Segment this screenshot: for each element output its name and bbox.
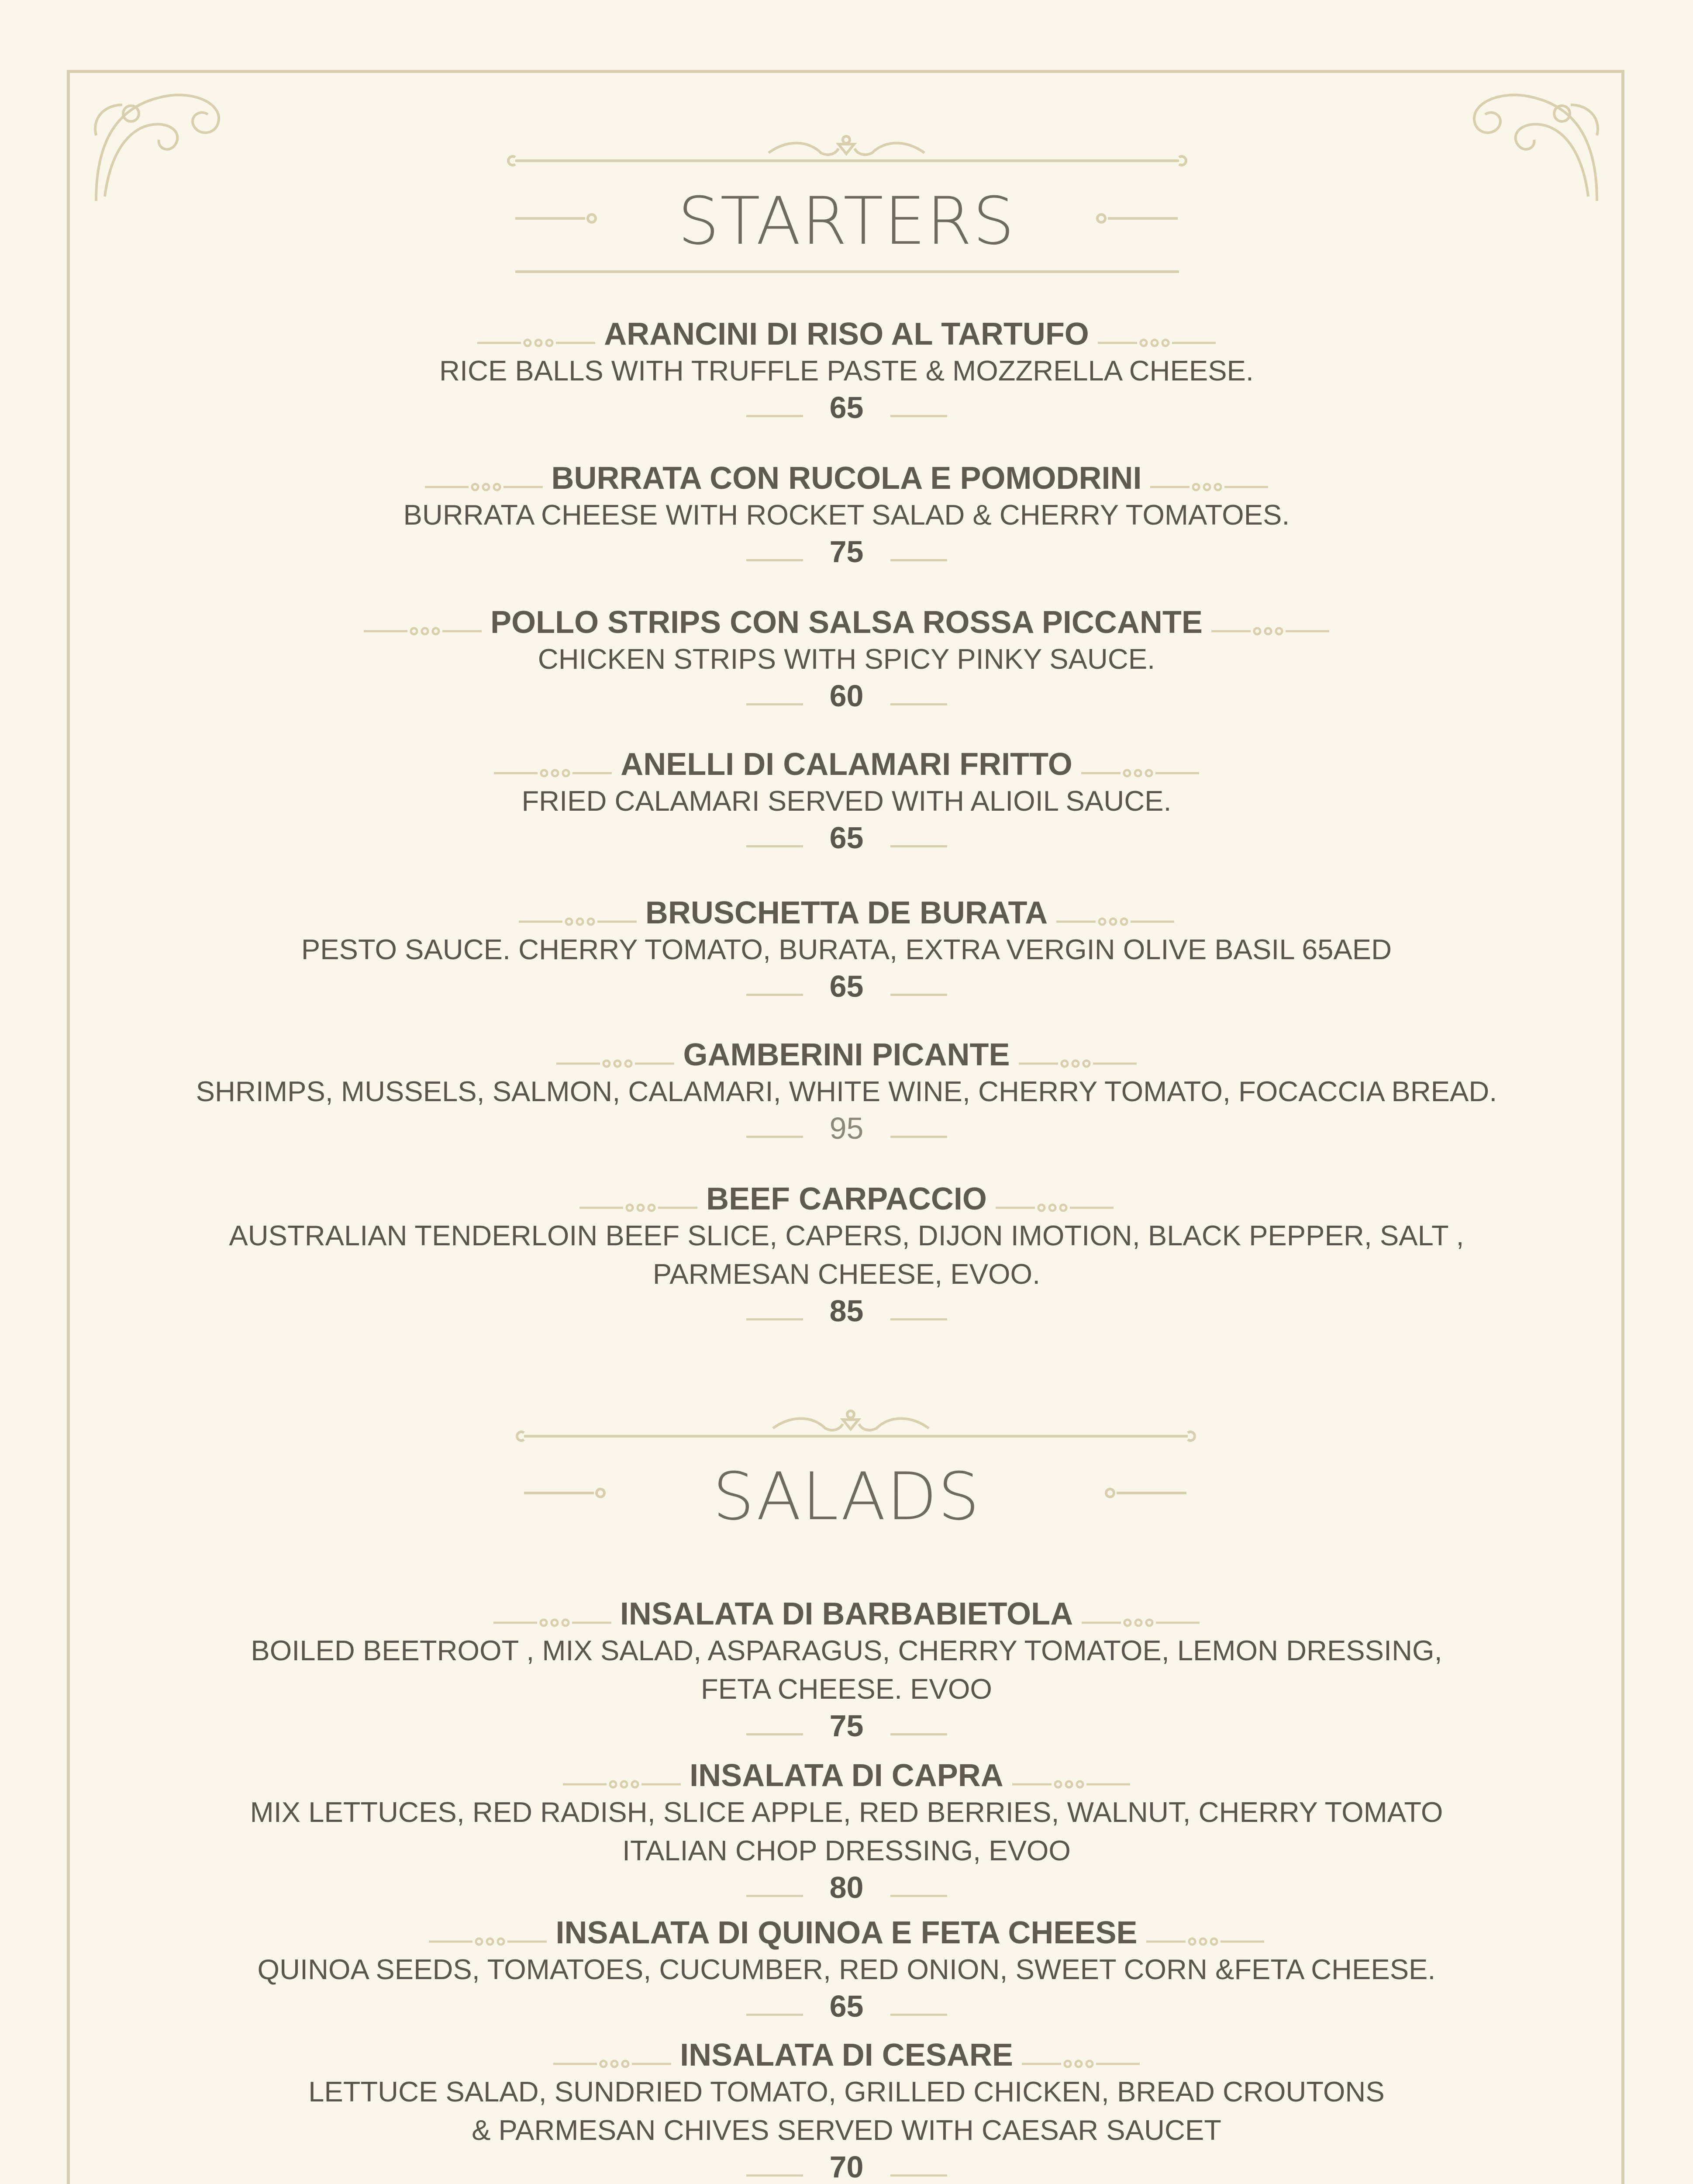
section-header-starters [0,131,1693,271]
divider-ornament-icon [494,767,612,780]
divider-ornament-icon [579,1201,697,1214]
divider-ornament-icon [519,915,637,928]
menu-item [0,895,1693,1004]
divider-ornament-icon [996,1201,1114,1214]
item-description: FETA CHEESE. EVOO [700,1673,992,1705]
divider-ornament-icon [1056,915,1174,928]
divider-ornament-icon [556,1057,674,1070]
divider-ornament-icon [1019,1057,1137,1070]
menu-item [0,317,1693,425]
menu-item [0,605,1693,713]
item-name: BEEF CARPACCIO [706,1182,987,1216]
item-price: 65 [829,821,864,855]
item-description: PESTO SAUCE. CHERRY TOMATO, BURATA, EXTRA VERGIN OLIVE BASIL 65AED [301,933,1392,965]
item-description: ITALIAN CHOP DRESSING, EVOO [622,1835,1071,1866]
divider-ornament-icon [1012,1778,1130,1791]
item-name: GAMBERINI PICANTE [683,1037,1010,1072]
menu-item [0,1597,1693,1743]
menu-item [0,1037,1693,1146]
divider-ornament-icon [425,480,543,494]
item-description: QUINOA SEEDS, TOMATOES, CUCUMBER, RED ONION, SWEET CORN &FETA CHEESE. [257,1953,1436,1985]
divider-ornament-icon [477,336,595,349]
item-name: ARANCINI DI RISO AL TARTUFO [604,317,1089,352]
divider-ornament-icon [563,1778,681,1791]
item-description: BOILED BEETROOT , MIX SALAD, ASPARAGUS, CHERRY TOMATOE, LEMON DRESSING, [251,1635,1442,1666]
divider-ornament-icon [1081,767,1199,780]
item-name: INSALATA DI CESARE [680,2038,1013,2073]
section-header-salads [0,1380,1693,1535]
item-price: 70 [829,2150,864,2184]
item-price: 75 [829,535,864,569]
item-description: MIX LETTUCES, RED RADISH, SLICE APPLE, RED BERRIES, WALNUT, CHERRY TOMATO [250,1796,1443,1828]
section-title: SALADS [713,1459,980,1535]
item-name: INSALATA DI BARBABIETOLA [620,1597,1073,1631]
divider-ornament-icon [1082,1616,1200,1629]
divider-ornament-icon [1211,625,1329,638]
divider-ornament-icon [1150,480,1268,494]
menu-item [0,2038,1693,2184]
item-description: AUSTRALIAN TENDERLOIN BEEF SLICE, CAPERS, DIJON IMOTION, BLACK PEPPER, SALT , [229,1220,1464,1251]
menu-item [0,461,1693,569]
item-price: 60 [829,679,864,713]
item-name: BURRATA CON RUCOLA E POMODRINI [551,461,1142,496]
divider-ornament-icon [1022,2057,1140,2070]
item-description: PARMESAN CHEESE, EVOO. [652,1258,1041,1290]
divider-ornament-icon [364,625,482,638]
divider-ornament-icon [1098,336,1216,349]
divider-ornament-icon [493,1616,611,1629]
item-name: POLLO STRIPS CON SALSA ROSSA PICCANTE [490,605,1203,640]
item-name: BRUSCHETTA DE BURATA [645,895,1048,930]
divider-ornament-icon [1146,1935,1264,1948]
item-description: BURRATA CHEESE WITH ROCKET SALAD & CHERRY TOMATOES. [403,499,1290,531]
item-description: LETTUCE SALAD, SUNDRIED TOMATO, GRILLED CHICKEN, BREAD CROUTONS [308,2076,1385,2108]
item-price: 80 [829,1870,864,1904]
menu-item [0,1182,1693,1328]
menu-item [0,1915,1693,2024]
item-price: 95 [829,1111,864,1145]
item-price: 65 [829,390,864,425]
item-description: FRIED CALAMARI SERVED WITH ALIOIL SAUCE. [521,785,1172,817]
divider-ornament-icon [553,2057,671,2070]
item-price: 85 [829,1294,864,1328]
item-name: INSALATA DI QUINOA E FETA CHEESE [555,1915,1138,1950]
divider-ornament-icon [429,1935,547,1948]
item-price: 65 [829,1989,864,2023]
item-description: & PARMESAN CHIVES SERVED WITH CAESAR SAUCET [472,2114,1221,2146]
section-title: STARTERS [678,183,1015,259]
item-name: INSALATA DI CAPRA [690,1758,1003,1793]
item-name: ANELLI DI CALAMARI FRITTO [621,747,1072,782]
item-description: SHRIMPS, MUSSELS, SALMON, CALAMARI, WHITE WINE, CHERRY TOMATO, FOCACCIA BREAD. [196,1075,1497,1107]
item-price: 65 [829,969,864,1003]
item-price: 75 [829,1709,864,1743]
item-description: CHICKEN STRIPS WITH SPICY PINKY SAUCE. [538,643,1155,675]
menu-item [0,747,1693,855]
item-description: RICE BALLS WITH TRUFFLE PASTE & MOZZRELLA CHEESE. [439,355,1254,387]
menu-item [0,1758,1693,1905]
